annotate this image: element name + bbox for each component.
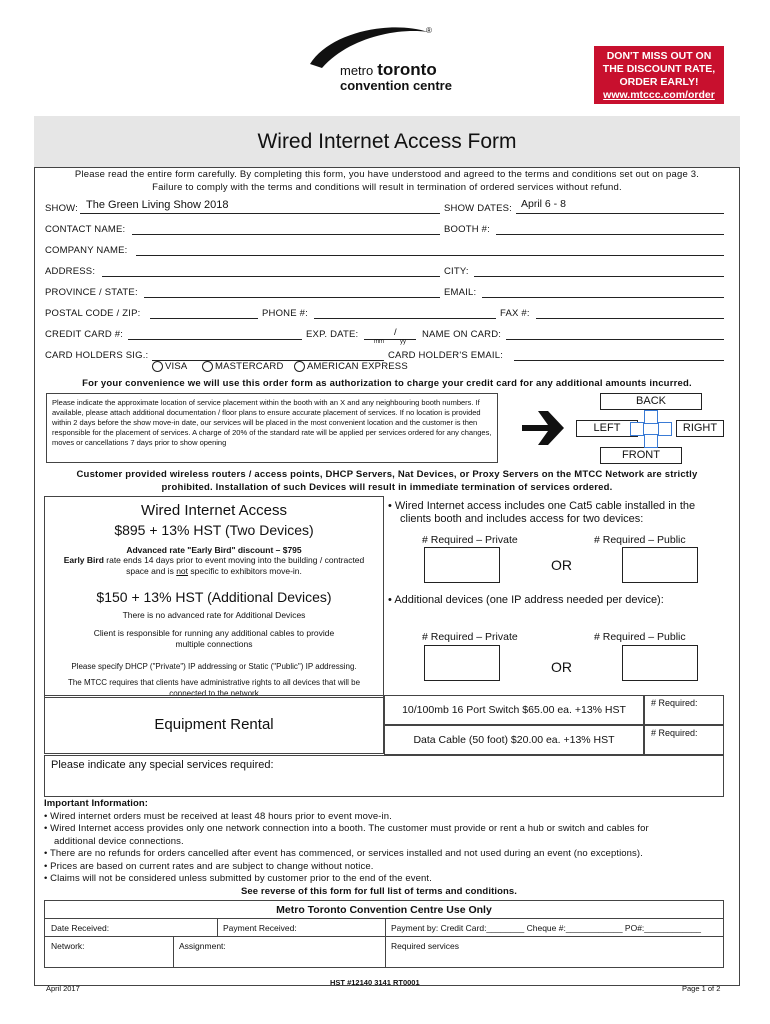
additional-devices-price: $150 + 13% HST (Additional Devices)	[96, 589, 332, 605]
booth-label: BOOTH #:	[444, 224, 490, 235]
email-field[interactable]	[482, 297, 724, 298]
form-title: Wired Internet Access Form	[34, 116, 740, 168]
card-authorization-note: For your convenience we will use this order form as authorization to charge your credit card for any additional amounts incurred.	[82, 378, 692, 389]
equipment-rental-heading: Equipment Rental	[44, 695, 384, 754]
footer-hst: HST #12140 3141 RT0001	[330, 978, 420, 987]
req-public-label-1: # Required – Public	[594, 534, 686, 546]
req-public-label-2: # Required – Public	[594, 631, 686, 643]
switch-required-input[interactable]: # Required:	[644, 695, 724, 725]
exp-date-label: EXP. DATE:	[306, 329, 359, 340]
credit-card-field[interactable]	[128, 339, 302, 340]
order-link[interactable]: www.mtccc.com/order	[603, 89, 715, 101]
private-count-input-1[interactable]	[424, 547, 500, 583]
mastercard-option[interactable]: MASTERCARD	[202, 361, 284, 372]
booth-position-left-square[interactable]	[630, 422, 644, 436]
no-advanced-rate-note: There is no advanced rate for Additional Devices	[122, 610, 306, 620]
payment-by-cell: Payment by: Credit Card:________ Cheque #:____________ PO#:____________	[391, 923, 702, 933]
phone-label: PHONE #:	[262, 308, 308, 319]
req-private-label-1: # Required – Private	[422, 534, 518, 546]
important-information: Important Information: • Wired internet orders must be received at least 48 hours prior to event move-in. • Wired Internet access provides only one network connection into a booth. The customer must provide or rent a hub or switch and cables for additional device connections. • There are no refunds for orders cancelled after event has commenced, or services installed and not used during an event (no exceptions). • Prices are based on current rates and are subject to change without notice. • Claims will not be considered unless submitted by customer prior to the end of the event. See reverse of this form for full list of terms and conditions.	[44, 798, 649, 897]
credit-card-label: CREDIT CARD #:	[45, 329, 124, 340]
cable-required-input[interactable]: # Required:	[644, 725, 724, 755]
city-field[interactable]	[474, 276, 724, 277]
private-count-input-2[interactable]	[424, 645, 500, 681]
show-dates-label: SHOW DATES:	[444, 203, 512, 214]
contact-label: CONTACT NAME:	[45, 224, 126, 235]
province-field[interactable]	[144, 297, 440, 298]
name-on-card-field[interactable]	[506, 339, 724, 340]
show-dates-value: April 6 - 8	[521, 198, 566, 210]
footer-date: April 2017	[46, 984, 80, 993]
cable-rental-item: Data Cable (50 foot) $20.00 ea. +13% HST	[384, 725, 644, 755]
or-label-2: OR	[551, 659, 572, 675]
booth-position-top-square[interactable]	[644, 410, 658, 424]
fax-field[interactable]	[536, 318, 724, 319]
early-bird-rate: Advanced rate "Early Bird" discount – $795	[126, 545, 302, 555]
office-use-heading: Metro Toronto Convention Centre Use Only	[45, 901, 723, 919]
card-holder-email-field[interactable]	[514, 360, 724, 361]
show-value: The Green Living Show 2018	[86, 199, 229, 211]
postal-field[interactable]	[150, 318, 258, 319]
visa-option[interactable]: VISA	[152, 361, 187, 372]
admin-rights-note: The MTCC requires that clients have administrative rights to all devices that will be connected to the network	[67, 678, 361, 698]
contact-field[interactable]	[132, 234, 440, 235]
payment-received-cell: Payment Received:	[223, 923, 297, 933]
booth-left[interactable]: LEFT	[576, 420, 638, 437]
address-label: ADDRESS:	[45, 266, 96, 277]
network-cell: Network:	[51, 941, 85, 951]
booth-back[interactable]: BACK	[600, 393, 702, 410]
intro-text: Please read the entire form carefully. By completing this form, you have understood and agreed to the terms and conditions set out on page 3. Failure to comply with the terms and conditions will result in termination of ordered services without refund.	[74, 169, 700, 193]
public-count-input-1[interactable]	[622, 547, 698, 583]
booth-field[interactable]	[496, 234, 724, 235]
show-field[interactable]	[80, 213, 440, 214]
additional-devices-bullet: • Additional devices (one IP address needed per device):	[388, 594, 664, 606]
req-private-label-2: # Required – Private	[422, 631, 518, 643]
card-sig-label: CARD HOLDERS SIG.:	[45, 350, 149, 361]
office-use-table	[44, 900, 724, 968]
visa-radio[interactable]	[152, 361, 163, 372]
amex-option[interactable]: AMERICAN EXPRESS	[294, 361, 408, 372]
fax-label: FAX #:	[500, 308, 530, 319]
show-dates-field[interactable]	[516, 213, 724, 214]
address-field[interactable]	[102, 276, 440, 277]
booth-position-right-square[interactable]	[658, 422, 672, 436]
assignment-cell: Assignment:	[179, 941, 226, 951]
two-devices-price: $895 + 13% HST (Two Devices)	[114, 522, 314, 538]
exp-mm-hint: mm	[374, 339, 384, 345]
client-cables-note: Client is responsible for running any additional cables to provide multiple connections	[93, 628, 335, 649]
exp-date-field[interactable]	[364, 339, 416, 340]
right-arrow-icon	[518, 403, 568, 453]
early-bird-note: Early Bird rate ends 14 days prior to event moving into the building / contracted space and is not specific to exhibitors move-in.	[63, 555, 365, 576]
placement-instructions: Please indicate the approximate location of service placement within the booth with an X and any neighbouring booth numbers. If available, please attach additional documentation / floor plans to ensure accurate placement of services. If no location is provided within 2 days before the show move-in date, our services will be placed in the most convenient location and the customer is then responsible for the placement of services. A charge of 20% of the standard rate will be applied per services ordered for any changes, moves or cancellations 7 days prior to show opening	[46, 393, 498, 463]
company-field[interactable]	[136, 255, 724, 256]
amex-radio[interactable]	[294, 361, 305, 372]
switch-rental-item: 10/100mb 16 Port Switch $65.00 ea. +13% HST	[384, 695, 644, 725]
province-label: PROVINCE / STATE:	[45, 287, 138, 298]
logo-line1: metro toronto	[340, 60, 437, 79]
company-label: COMPANY NAME:	[45, 245, 128, 256]
exp-yy-hint: yy	[400, 339, 406, 345]
date-received-cell: Date Received:	[51, 923, 110, 933]
special-services-field[interactable]	[44, 755, 724, 797]
postal-label: POSTAL CODE / ZIP:	[45, 308, 141, 319]
footer-page: Page 1 of 2	[682, 984, 721, 993]
booth-diagram[interactable]	[576, 393, 724, 465]
city-label: CITY:	[444, 266, 469, 277]
phone-field[interactable]	[314, 318, 496, 319]
registered-mark: ®	[426, 26, 432, 35]
discount-promo-banner: DON'T MISS OUT ON THE DISCOUNT RATE, ORDER EARLY! www.mtccc.com/order	[594, 46, 724, 104]
email-label: EMAIL:	[444, 287, 477, 298]
wired-access-heading: Wired Internet Access	[141, 502, 287, 519]
mastercard-radio[interactable]	[202, 361, 213, 372]
card-holder-email-label: CARD HOLDER'S EMAIL:	[388, 350, 504, 361]
wired-access-bullet: • Wired Internet access includes one Cat5 cable installed in the clients booth and includes access for two devices:	[388, 500, 696, 525]
show-label: SHOW:	[45, 203, 79, 214]
booth-position-bottom-square[interactable]	[644, 434, 658, 448]
logo-line2: convention centre	[340, 78, 452, 93]
ip-addressing-note: Please specify DHCP ("Private") IP addressing or Static ("Public") IP addressing.	[71, 662, 357, 671]
name-on-card-label: NAME ON CARD:	[422, 329, 502, 340]
wired-access-pricing-panel	[44, 496, 384, 698]
booth-right[interactable]: RIGHT	[676, 420, 724, 437]
or-label-1: OR	[551, 557, 572, 573]
public-count-input-2[interactable]	[622, 645, 698, 681]
exp-slash: /	[394, 327, 397, 338]
required-services-cell: Required services	[391, 941, 460, 951]
device-policy-note: Customer provided wireless routers / access points, DHCP Servers, Nat Devices, or Proxy Servers on the MTCC Network are strictly prohibited. Installation of such Devices will result in immediate termination of services ordered.	[76, 469, 698, 493]
booth-front[interactable]: FRONT	[600, 447, 682, 464]
special-services-label: Please indicate any special services required:	[51, 759, 274, 771]
